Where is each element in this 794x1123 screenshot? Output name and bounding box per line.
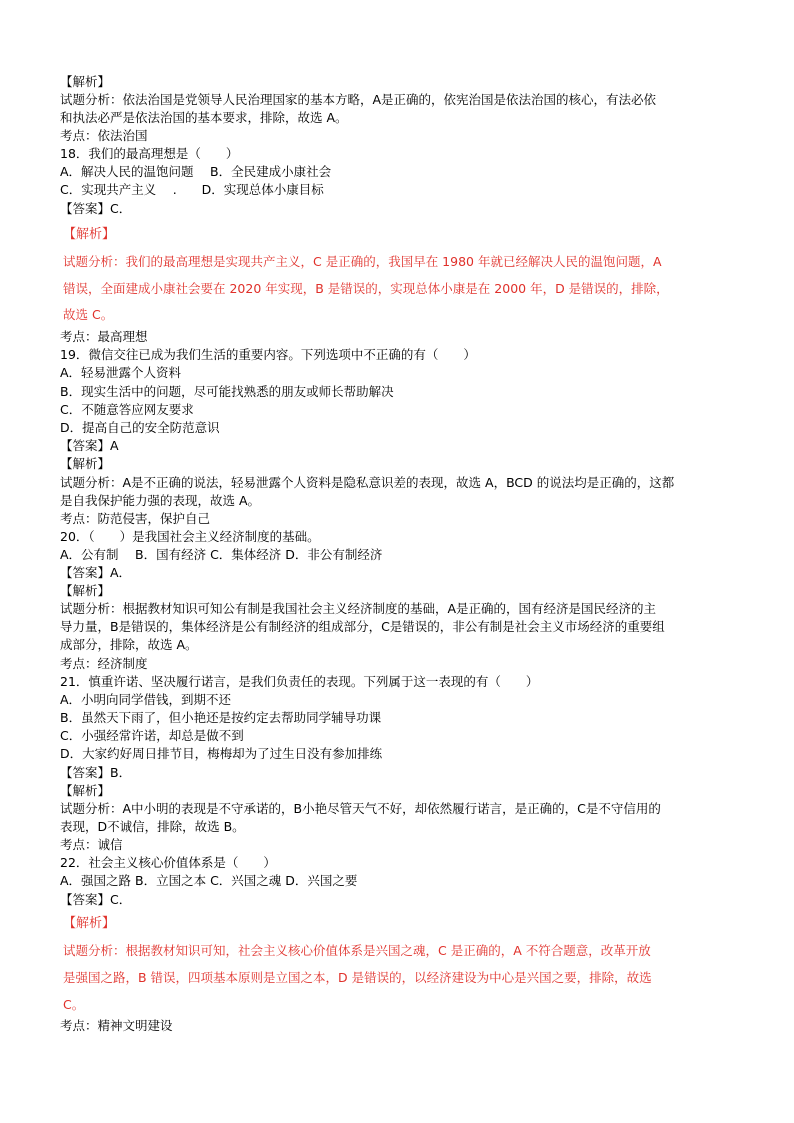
option-line: B．虽然天下雨了，但小艳还是按约定去帮助同学辅导功课 [60, 710, 382, 725]
analysis-heading-highlighted: 【解析】 [63, 227, 116, 242]
option-line: C．不随意答应网友要求 [60, 402, 194, 417]
answer-line: 【答案】A [60, 438, 119, 453]
topic-line: 考点：精神文明建设 [60, 1018, 173, 1033]
analysis-text-highlighted: 试题分析：我们的最高理想是实现共产主义，C 是正确的，我国早在 1980 年就已经解决人民的温饱问题，A [63, 254, 662, 269]
topic-line: 考点：防范侵害，保护自己 [60, 511, 211, 526]
topic-line: 考点：最高理想 [60, 329, 148, 344]
topic-line: 考点：经济制度 [60, 656, 148, 671]
answer-line: 【答案】A． [60, 565, 132, 580]
analysis-heading: 【解析】 [60, 456, 111, 471]
analysis-text-highlighted: 是强国之路，B 错误，四项基本原则是立国之本，D 是错误的，以经济建设为中心是兴国之要，排除，故选 [63, 970, 652, 985]
analysis-heading: 【解析】 [60, 74, 111, 89]
question-22: 22．社会主义核心价值体系是（ ） [60, 855, 276, 870]
answer-line: 【答案】C． [60, 892, 132, 907]
analysis-text: 试题分析：根据教材知识可知公有制是我国社会主义经济制度的基础，A是正确的，国有经济是国民经济的主 [60, 601, 657, 616]
analysis-text: 成部分，排除，故选 A。 [60, 637, 198, 652]
analysis-text-highlighted: 故选 C。 [63, 307, 114, 322]
analysis-heading: 【解析】 [60, 783, 111, 798]
analysis-text-highlighted: 错误，全面建成小康社会要在 2020 年实现，B 是错误的，实现总体小康是在 2000 年，D 是错误的，排除， [63, 281, 669, 296]
option-line: A．强国之路 B．立国之本 C．兴国之魂 D．兴国之要 [60, 873, 358, 888]
option-line: A．解决人民的温饱问题 B．全民建成小康社会 [60, 164, 332, 179]
analysis-heading: 【解析】 [60, 583, 111, 598]
option-line: B．现实生活中的问题，尽可能找熟悉的朋友或师长帮助解决 [60, 384, 394, 399]
question-18: 18．我们的最高理想是（ ） [60, 146, 239, 161]
option-line: A．公有制 B．国有经济 C．集体经济 D．非公有制经济 [60, 547, 383, 562]
option-line: C．小强经常许诺，却总是做不到 [60, 728, 244, 743]
option-line: A．小明向同学借钱，到期不还 [60, 692, 232, 707]
analysis-text: 导力量，B是错误的，集体经济是公有制经济的组成部分，C是错误的，非公有制是社会主义市场经济的重要组 [60, 619, 665, 634]
analysis-text: 和执法必严是依法治国的基本要求，排除，故选 A。 [60, 110, 348, 125]
question-19: 19．微信交往已成为我们生活的重要内容。下列选项中不正确的有（ ） [60, 347, 476, 362]
option-line: A．轻易泄露个人资料 [60, 365, 182, 380]
analysis-heading-highlighted: 【解析】 [63, 916, 116, 931]
analysis-text: 试题分析：依法治国是党领导人民治理国家的基本方略，A是正确的，依宪治国是依法治国的核心，有法必依 [60, 92, 657, 107]
analysis-text-highlighted: 试题分析：根据教材知识可知，社会主义核心价值体系是兴国之魂，C 是正确的，A 不符合题意，改革开放 [63, 943, 651, 958]
question-21: 21．慎重许诺、坚决履行诺言，是我们负责任的表现。下列属于这一表现的有（ ） [60, 674, 539, 689]
answer-line: 【答案】B． [60, 765, 132, 780]
option-line: D．提高自己的安全防范意识 [60, 420, 220, 435]
option-line: C．实现共产主义 . D．实现总体小康目标 [60, 182, 324, 197]
option-line: D．大家约好周日排节目，梅梅却为了过生日没有参加排练 [60, 746, 383, 761]
analysis-text: 试题分析：A中小明的表现是不守承诺的，B小艳尽管天气不好，却依然履行诺言，是正确的，C是不守信用的 [60, 801, 661, 816]
analysis-text: 是自我保护能力强的表现，故选 A。 [60, 493, 261, 508]
answer-line: 【答案】C． [60, 201, 132, 216]
analysis-text: 表现，D不诚信，排除，故选 B。 [60, 819, 245, 834]
topic-line: 考点：诚信 [60, 837, 123, 852]
topic-line: 考点：依法治国 [60, 128, 148, 143]
question-20: 20．（ ）是我国社会主义经济制度的基础。 [60, 529, 320, 544]
analysis-text-highlighted: C。 [63, 997, 85, 1012]
analysis-text: 试题分析：A是不正确的说法，轻易泄露个人资料是隐私意识差的表现，故选 A，BCD 的说法均是正确的，这都 [60, 475, 675, 490]
